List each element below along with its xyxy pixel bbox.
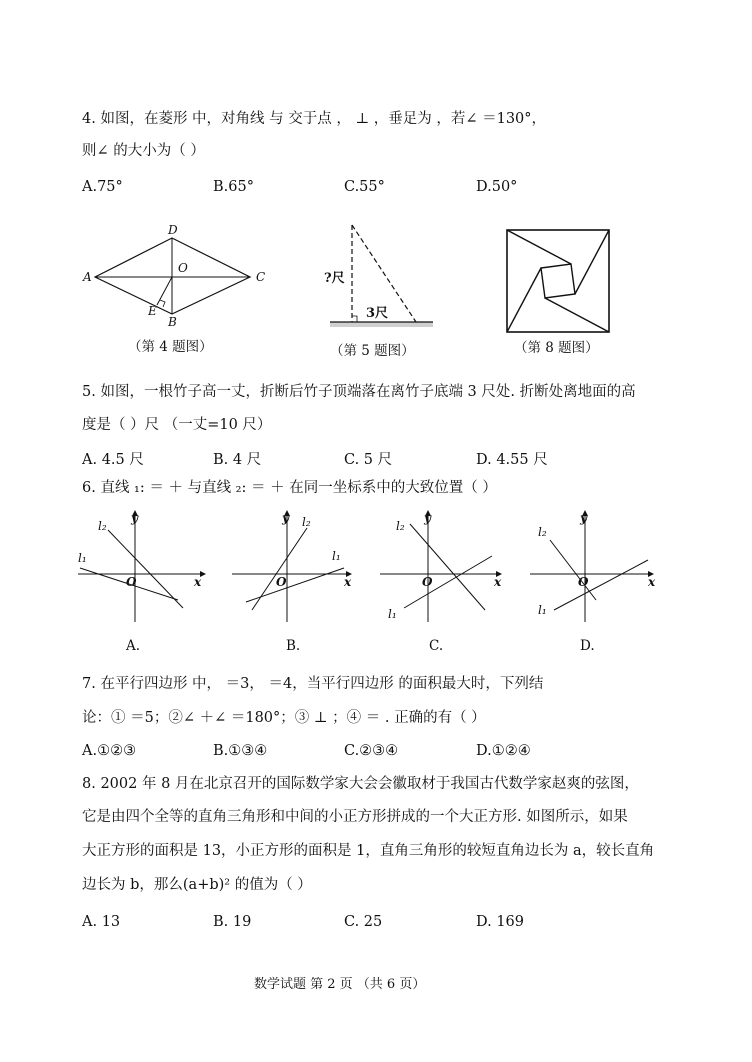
q6c-y-label: y (424, 511, 431, 525)
q6c-l2-label: l₂ (396, 519, 405, 533)
q6-graph-d (530, 510, 660, 625)
q6c-origin-label: O (422, 575, 433, 589)
q6b-l1-label: l₁ (332, 549, 341, 563)
q4-label-e: E (148, 304, 157, 318)
q6b-x-label: x (344, 575, 352, 589)
q4-option-c: C.55° (344, 179, 385, 195)
q5-caption: （第 5 题图） (330, 343, 415, 359)
q6b-origin-label: O (276, 575, 287, 589)
q4-label-a: A (83, 270, 92, 284)
q4-option-d: D.50° (476, 179, 518, 195)
q7-option-c: C.②③④ (344, 743, 399, 759)
q7-line1: 7. 在平行四边形 中， ＝3， ＝4，当平行四边形 的面积最大时，下列结 (82, 676, 544, 692)
q8-line3: 大正方形的面积是 13，小正方形的面积是 1，直角三角形的较短直角边长为 a，较长直角 (82, 843, 655, 859)
q6-graph-a (78, 510, 208, 625)
q8-line2: 它是由四个全等的直角三角形和中间的小正方形拼成的一个大正方形. 如图所示，如果 (82, 809, 628, 825)
q6-graph-a-label: A. (126, 638, 141, 654)
q7-option-a: A.①②③ (82, 743, 137, 759)
q6c-x-label: x (494, 575, 502, 589)
q8-line4: 边长为 b，那么(a+b)² 的值为（ ） (82, 877, 312, 893)
q6-graph-d-label: D. (580, 638, 595, 654)
q8-option-a: A. 13 (82, 914, 121, 930)
q6-line1: 6. 直线 ₁: ＝ ＋ 与直线 ₂: ＝ ＋ 在同一坐标系中的大致位置（ ） (82, 480, 497, 496)
q6-graph-b (232, 510, 362, 625)
q8-caption: （第 8 题图） (514, 340, 599, 356)
q8-option-c: C. 25 (344, 914, 383, 930)
q6d-l2-label: l₂ (538, 525, 547, 539)
q6-graph-c-label: C. (429, 638, 444, 654)
q5-option-d: D. 4.55 尺 (476, 452, 548, 468)
q6a-origin-label: O (126, 575, 137, 589)
q8-line1: 8. 2002 年 8 月在北京召开的国际数学家大会会徽取材于我国古代数学家赵爽的弦图， (82, 776, 639, 792)
q7-option-d: D.①②④ (476, 743, 531, 759)
q5-bamboo-figure (320, 220, 440, 330)
q5-option-c: C. 5 尺 (344, 452, 393, 468)
q8-zhao-shuang-figure (505, 228, 613, 333)
q5-option-b: B. 4 尺 (213, 452, 262, 468)
q6d-l1-label: l₁ (538, 603, 547, 617)
q6b-y-label: y (282, 511, 289, 525)
q6d-y-label: y (580, 511, 587, 525)
page-footer: 数学试题 第 2 页 （共 6 页） (254, 977, 426, 992)
q7-option-b: B.①③④ (213, 743, 268, 759)
q4-line1: 4. 如图，在菱形 中，对角线 与 交于点 ， ⊥ ，垂足为 ，若∠ ＝130°， (82, 111, 547, 127)
q4-line2: 则∠ 的大小为（ ） (82, 143, 205, 159)
q4-option-b: B.65° (213, 179, 254, 195)
q5-line1: 5. 如图，一根竹子高一丈，折断后竹子顶端落在离竹子底端 3 尺处. 折断处离地面的高 (82, 384, 636, 400)
q4-label-c: C (256, 270, 266, 284)
q6c-l1-label: l₁ (388, 607, 397, 621)
q4-label-d: D (168, 223, 178, 237)
q6-graph-b-label: B. (286, 638, 301, 654)
q4-rhombus-figure (80, 220, 280, 330)
q4-label-o: O (178, 261, 188, 275)
q6a-l1-label: l₁ (78, 551, 87, 565)
q6d-origin-label: O (578, 575, 589, 589)
q5-base-label: 3尺 (366, 306, 389, 321)
q6a-x-label: x (194, 575, 202, 589)
q4-label-b: B (168, 315, 177, 329)
q6d-x-label: x (648, 575, 656, 589)
q8-option-b: B. 19 (213, 914, 252, 930)
q6-graph-c (380, 510, 510, 625)
q6b-l2-label: l₂ (302, 515, 311, 529)
q7-line2: 论：① ＝5；②∠ ＋∠ ＝180°；③ ⊥ ；④ ＝ . 正确的有（ ） (82, 710, 486, 726)
q8-option-d: D. 169 (476, 914, 525, 930)
q6a-y-label: y (131, 511, 138, 525)
q4-option-a: A.75° (82, 179, 123, 195)
q4-caption: （第 4 题图） (128, 339, 213, 355)
q6a-l2-label: l₂ (98, 519, 107, 533)
q5-height-label: ?尺 (324, 271, 345, 286)
q5-option-a: A. 4.5 尺 (82, 452, 144, 468)
q5-line2: 度是（ ）尺 （一丈=10 尺） (82, 417, 272, 433)
